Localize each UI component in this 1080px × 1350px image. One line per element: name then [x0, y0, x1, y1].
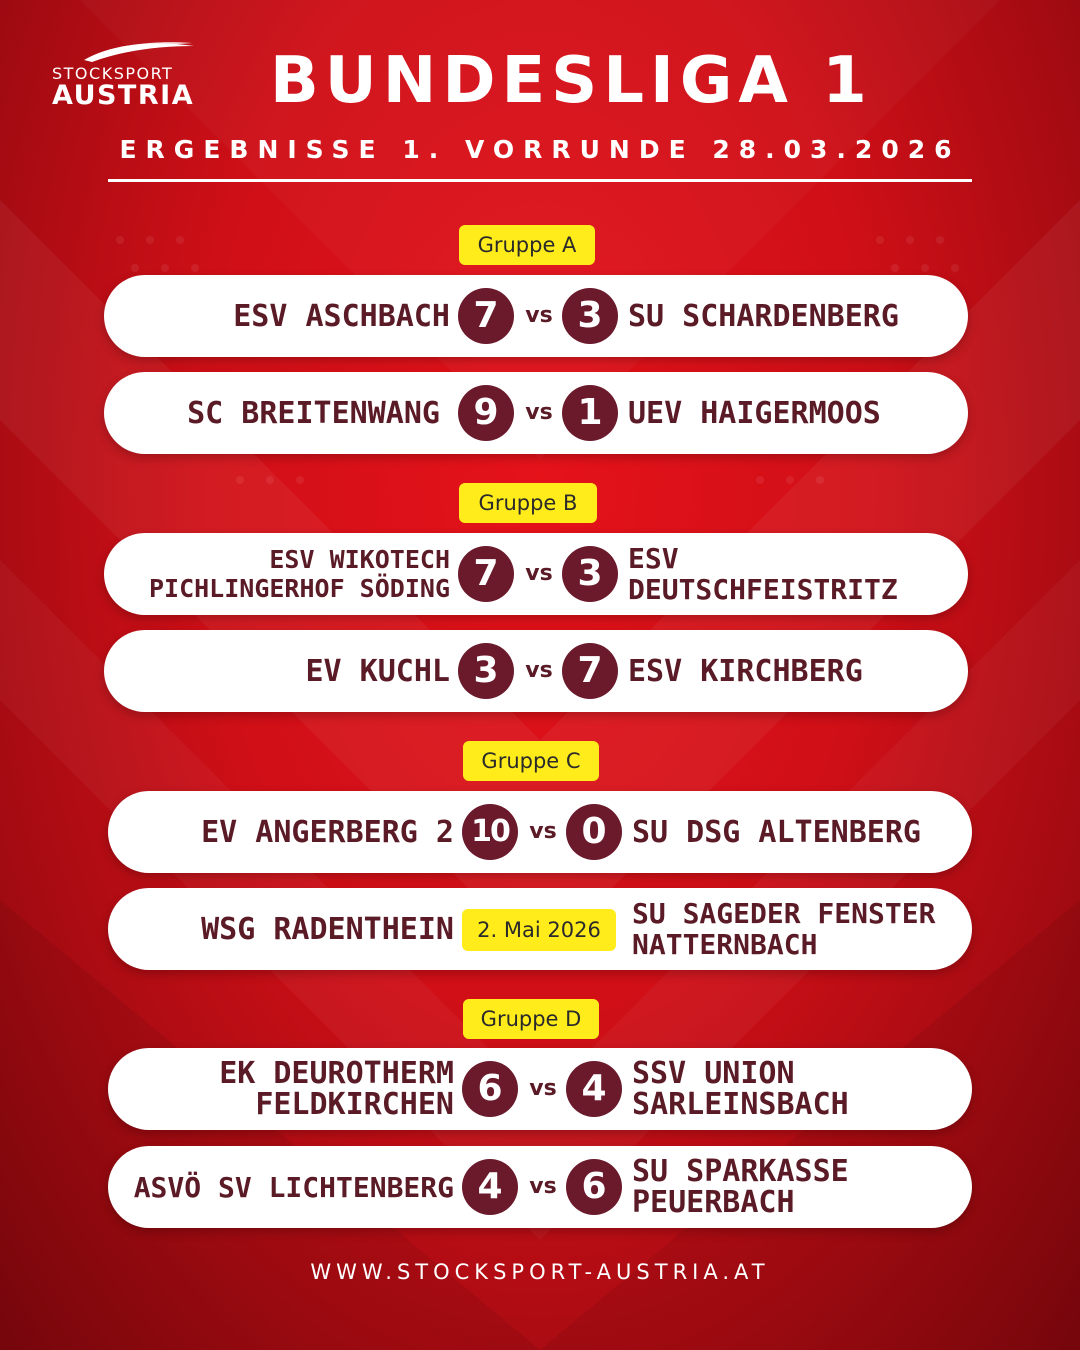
- match-row: [108, 791, 972, 873]
- home-score: 10: [462, 804, 518, 860]
- away-team: SU SAGEDER FENSTER NATTERNBACH: [632, 897, 936, 961]
- group-label: Gruppe B: [459, 483, 597, 523]
- away-team: ESV DEUTSCHFEISTRITZ: [628, 542, 898, 606]
- page-title: BUNDESLIGA 1: [270, 44, 873, 118]
- match-row: [104, 533, 968, 615]
- away-team: SU SCHARDENBERG: [628, 298, 899, 334]
- group-label: Gruppe C: [463, 741, 599, 781]
- home-team: ASVÖ SV LICHTENBERG: [133, 1170, 454, 1204]
- home-team: WSG RADENTHEIN: [201, 911, 454, 947]
- group-label: Gruppe D: [463, 999, 599, 1039]
- match-date-badge: 2. Mai 2026: [462, 909, 616, 951]
- stocksport-austria-logo: [50, 38, 200, 110]
- page-subtitle: ERGEBNISSE 1. VORRUNDE 28.03.2026: [119, 135, 961, 164]
- home-score: 3: [458, 643, 514, 699]
- home-team: ESV WIKOTECH PICHLINGERHOF SÖDING: [148, 545, 450, 603]
- vs-label: vs: [525, 658, 553, 683]
- away-score: 4: [566, 1061, 622, 1117]
- logo-line-2: AUSTRIA: [52, 80, 195, 111]
- match-row: [108, 1048, 972, 1130]
- home-score: 6: [462, 1061, 518, 1117]
- away-team: SU DSG ALTENBERG: [632, 814, 921, 850]
- home-team: ESV ASCHBACH: [233, 298, 450, 334]
- away-team: ESV KIRCHBERG: [628, 653, 863, 689]
- home-score: 7: [458, 546, 514, 602]
- logo-line-1: STOCKSPORT: [52, 64, 174, 83]
- vs-label: vs: [529, 1174, 557, 1199]
- away-team: SU SPARKASSE PEUERBACH: [632, 1154, 849, 1220]
- home-team: EV ANGERBERG 2: [201, 814, 454, 850]
- vs-label: vs: [529, 819, 557, 844]
- away-score: 7: [562, 643, 618, 699]
- away-score: 3: [562, 288, 618, 344]
- away-score: 0: [566, 804, 622, 860]
- header-divider: [108, 179, 972, 182]
- match-row: [104, 275, 968, 357]
- home-team: SC BREITENWANG: [187, 395, 440, 431]
- group-label: Gruppe A: [459, 225, 595, 265]
- home-score: 4: [462, 1159, 518, 1215]
- match-row: [108, 1146, 972, 1228]
- away-score: 3: [562, 546, 618, 602]
- vs-label: vs: [525, 303, 553, 328]
- vs-label: vs: [525, 561, 553, 586]
- home-team: EK DEUROTHERM FELDKIRCHEN: [219, 1056, 454, 1122]
- home-team: EV KUCHL: [305, 653, 450, 689]
- away-team: SSV UNION SARLEINSBACH: [632, 1056, 849, 1122]
- website-link[interactable]: WWW.STOCKSPORT-AUSTRIA.AT: [310, 1260, 770, 1284]
- logo-swoosh-icon: [82, 40, 197, 64]
- vs-label: vs: [525, 400, 553, 425]
- away-score: 6: [566, 1159, 622, 1215]
- home-score: 9: [458, 385, 514, 441]
- match-row: [108, 888, 972, 970]
- match-row: [104, 630, 968, 712]
- away-team: UEV HAIGERMOOS: [628, 395, 881, 431]
- home-score: 7: [458, 288, 514, 344]
- vs-label: vs: [529, 1076, 557, 1101]
- match-row: [104, 372, 968, 454]
- away-score: 1: [562, 385, 618, 441]
